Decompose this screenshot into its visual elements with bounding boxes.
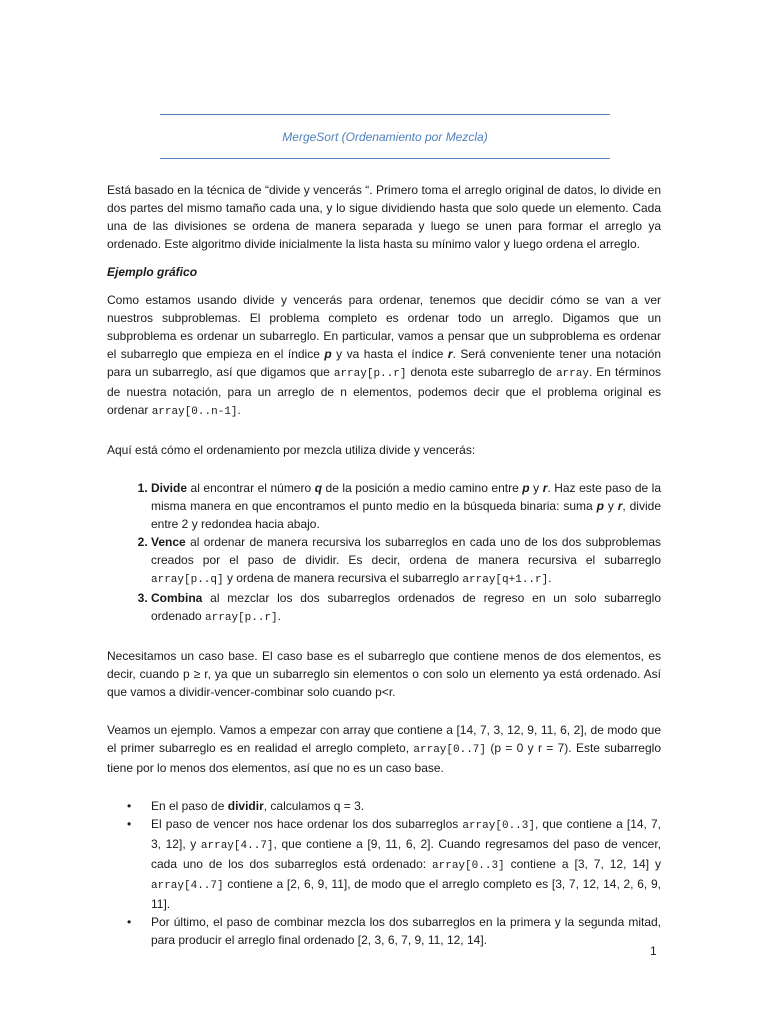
list-item: • El paso de vencer nos hace ordenar los dos subarreglos array[0..3], que contiene a [14, 7, 3, 12], y array[4..7], que contiene a [9, 11, 6, 2]. Cuando regresamos del paso de vencer, cada uno de los dos subarreglos está ordenado: array[0..3] contiene a [3, 7, 12, 14] y array[4..7] contiene a [2, 6, 9, 11], de modo que el arreglo completo es [3, 7, 12, 14, 2, 6, 9, 11]. [127, 817, 662, 911]
notation-paragraph: Como estamos usando divide y vencerás para ordenar, tenemos que decidir cómo se van a ver nuestros subproblemas. El problema completo es ordenar todo un arreglo. Digamos que un subproblema es ordenar un subarreglo. En particular, vamos a pensar que un subproblema es ordenar el subarreglo que empieza en el índice p y va hasta el índice r. Será conveniente tener una notación para un subarreglo, así que digamos que array[p..r] denota este subarreglo de array. En términos de nuestra notación, para un arreglo de n elementos, podemos decir que el problema original es ordenar array[0..n-1]. [107, 293, 662, 418]
step-divide: 1. Divide al encontrar el número q de la posición a medio camino entre p y r. Haz este paso de la misma manera en que encontramos el punto medio en la búsqueda binaria: suma p y r, divide entre 2 y redondea hacia abajo. [151, 479, 661, 533]
bottom-rule [160, 158, 610, 159]
top-rule [160, 114, 610, 115]
list-item: • Por último, el paso de combinar mezcla los dos subarreglos en la primera y la segunda mitad, para producir el arreglo final ordenado [2, 3, 6, 7, 9, 11, 12, 14]. [127, 915, 661, 947]
bullet-icon: • [127, 915, 132, 929]
section-heading: Ejemplo gráfico [107, 265, 198, 279]
steps-intro: Aquí está cómo el ordenamiento por mezcla utiliza divide y vencerás: [107, 443, 476, 457]
code-array-0-n: array[0..n-1] [151, 406, 238, 418]
page-title: MergeSort (Ordenamiento por Mezcla) [282, 130, 488, 144]
step-combine: 3. Combina al mezclar los dos subarreglos ordenados de regreso en un solo subarreglo ordenado array[p..r]. [151, 589, 661, 627]
document-body [107, 181, 661, 949]
intro-paragraph: Está basado en la técnica de “divide y vencerás “. Primero toma el arreglo original de datos, lo divide en dos partes del mismo tamaño cada una, y lo sigue dividiendo hasta que solo quede un elemento. Cada una de las divisiones se ordena de manera separada y luego se unen para formar el arreglo ya ordenado. Este algoritmo divide inicialmente la lista hasta su mínimo valor y luego ordena el arreglo. [107, 183, 661, 251]
code-array: array [555, 368, 589, 380]
list-item: • En el paso de dividir, calculamos q = 3. [127, 799, 365, 813]
example-steps-list [107, 797, 661, 949]
steps-list [107, 479, 661, 627]
bullet-icon: • [127, 817, 132, 831]
bullet-icon: • [127, 799, 132, 813]
example-paragraph: Veamos un ejemplo. Vamos a empezar con array que contiene a [14, 7, 3, 12, 9, 11, 6, 2], de modo que el primer subarreglo es en realidad el arreglo completo, array[0..7] (p = 0 y r = 7). Este subarreglo tiene por lo menos dos elementos, así que no es un caso base. [107, 723, 661, 775]
step-conquer: 2. Vence al ordenar de manera recursiva los subarreglos en cada uno de los dos subproblemas creados por el paso de dividir. Es decir, ordena de manera recursiva el subarreglo array[p..q] y ordena de manera recursiva el subarreglo array[q+1..r]. [151, 533, 661, 589]
page-number: 1 [650, 944, 657, 958]
title-block [160, 114, 610, 159]
code-array-p-r: array[p..r] [333, 368, 407, 380]
base-case-paragraph: Necesitamos un caso base. El caso base es el subarreglo que contiene menos de dos elementos, es decir, cuando p ≥ r, ya que un subarreglo sin elementos o con solo un elemento ya está ordenado. Así que vamos a dividir-vencer-combinar solo cuando p<r. [107, 649, 661, 699]
